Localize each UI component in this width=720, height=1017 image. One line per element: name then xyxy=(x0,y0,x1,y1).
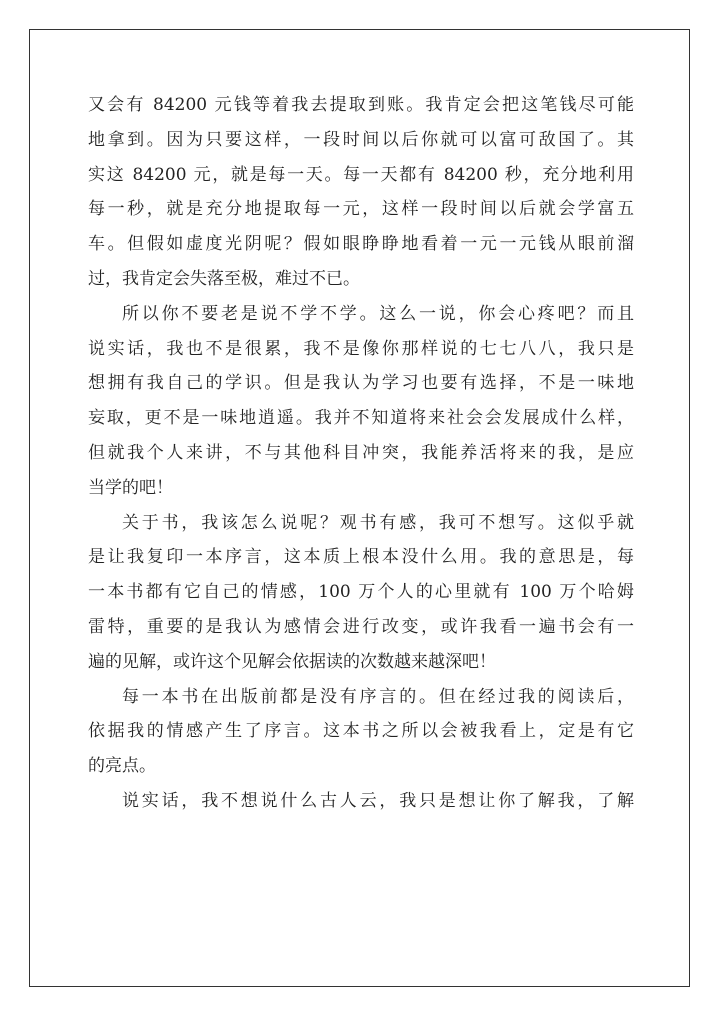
text-line: 车。但假如虚度光阴呢？假如眼睁睁地看着一元一元钱从眼前溜 xyxy=(88,234,634,255)
text-line: 每一秒，就是充分地提取每一元，这样一段时间以后就会学富五 xyxy=(88,199,634,220)
document-body xyxy=(88,88,634,819)
text-line: 说实话，我也不是很累，我不是像你那样说的七七八八，我只是 xyxy=(88,338,634,359)
paragraph-first-line: 每一本书在出版前都是没有序言的。但在经过我的阅读后， xyxy=(122,686,634,707)
text-line: 当学的吧！ xyxy=(88,477,173,498)
paragraph-first-line: 所以你不要老是说不学不学。这么一说，你会心疼吧？而且 xyxy=(122,303,634,324)
paragraph-first-line: 关于书，我该怎么说呢？观书有感，我可不想写。这似乎就 xyxy=(122,512,634,533)
text-line: 地拿到。因为只要这样，一段时间以后你就可以富可敌国了。其 xyxy=(88,129,634,150)
paragraph-first-line: 说实话，我不想说什么古人云，我只是想让你了解我，了解 xyxy=(122,790,634,811)
text-line: 过，我肯定会失落至极，难过不已。 xyxy=(88,268,360,289)
text-line: 一本书都有它自己的情感，100 万个人的心里就有 100 万个哈姆 xyxy=(88,582,634,603)
text-line: 是让我复印一本序言，这本质上根本没什么用。我的意思是，每 xyxy=(88,547,634,568)
text-line: 依据我的情感产生了序言。这本书之所以会被我看上，定是有它 xyxy=(88,721,634,742)
text-line: 实这 84200 元，就是每一天。每一天都有 84200 秒，充分地利用 xyxy=(88,164,634,185)
text-line: 遍的见解，或许这个见解会依据读的次数越来越深吧！ xyxy=(88,651,496,672)
text-line: 又会有 84200 元钱等着我去提取到账。我肯定会把这笔钱尽可能 xyxy=(88,95,634,115)
text-line: 雷特，重要的是我认为感情会进行改变，或许我看一遍书会有一 xyxy=(88,616,634,637)
text-line: 的亮点。 xyxy=(88,756,156,777)
text-line: 想拥有我自己的学识。但是我认为学习也要有选择，不是一味地 xyxy=(88,373,634,394)
text-line: 妄取，更不是一味地逍遥。我并不知道将来社会会发展成什么样， xyxy=(88,408,634,429)
text-line: 但就我个人来讲，不与其他科目冲突，我能养活将来的我，是应 xyxy=(88,442,634,463)
